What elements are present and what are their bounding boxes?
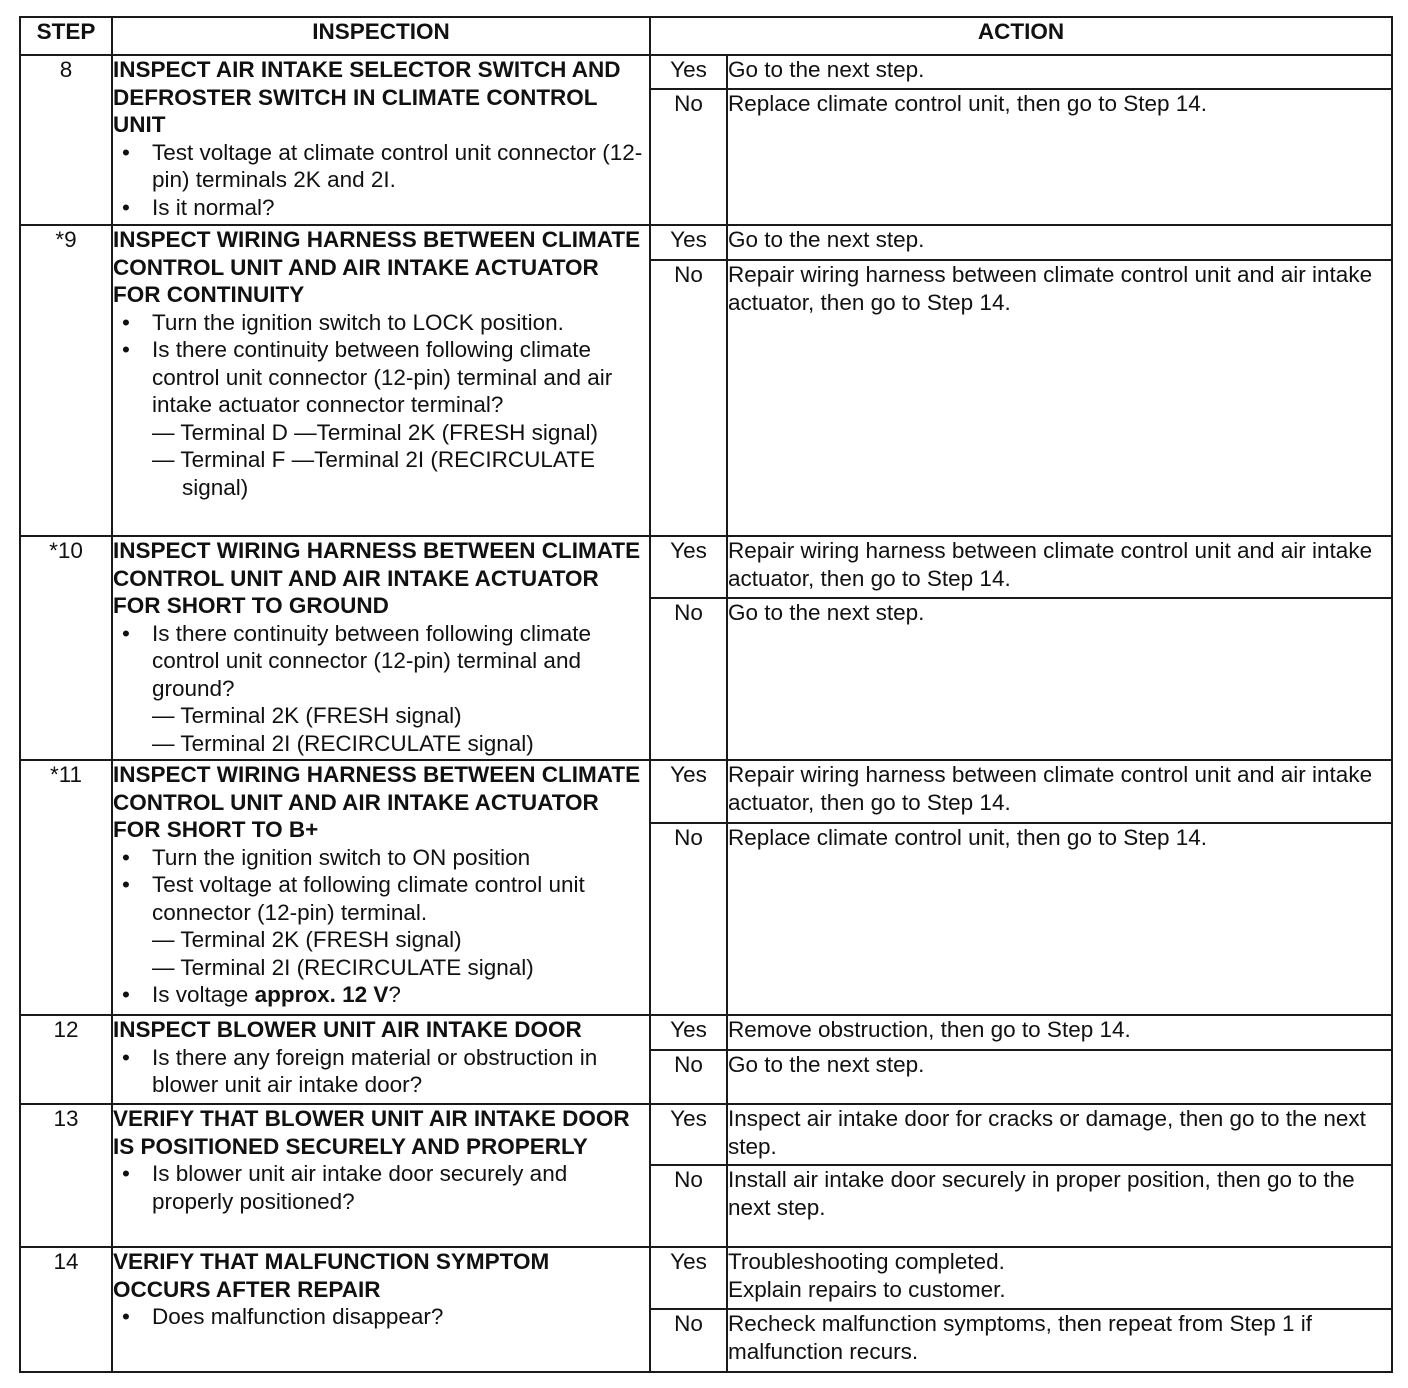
no-label: No <box>650 1050 727 1104</box>
bullet-list <box>113 1044 649 1099</box>
step-number: 8 <box>20 55 112 225</box>
yes-label: Yes <box>650 225 727 260</box>
sub-item: — Terminal 2K (FRESH signal) <box>152 927 462 952</box>
yes-label: Yes <box>650 760 727 823</box>
inspection-cell <box>112 1247 650 1372</box>
yes-action: Inspect air intake door for cracks or damage, then go to the next step. <box>727 1104 1392 1165</box>
sub-item: — Terminal 2I (RECIRCULATE signal) <box>152 730 534 756</box>
yes-label: Yes <box>650 55 727 89</box>
table-row <box>20 55 1392 89</box>
sub-list <box>113 926 649 981</box>
table-row <box>20 1247 1392 1309</box>
sub-item: — Terminal 2I (RECIRCULATE signal) <box>152 954 534 980</box>
yes-label: Yes <box>650 1104 727 1165</box>
inspection-cell <box>112 536 650 760</box>
no-action: Replace climate control unit, then go to Step 14. <box>727 89 1392 225</box>
yes-action: Go to the next step. <box>727 55 1392 89</box>
yes-action-line: Explain repairs to customer. <box>728 1276 1006 1302</box>
yes-action: Remove obstruction, then go to Step 14. <box>727 1015 1392 1050</box>
bullet-item: • Test voltage at climate control unit connector (12-pin) terminals 2K and 2I. <box>113 139 649 194</box>
yes-action <box>727 1247 1392 1309</box>
inspection-cell <box>112 760 650 1015</box>
header-inspection: INSPECTION <box>112 17 650 55</box>
table-row <box>20 1104 1392 1165</box>
bullet-item: • Is blower unit air intake door securely and properly positioned? <box>113 1160 649 1215</box>
yes-label: Yes <box>650 1247 727 1309</box>
no-label: No <box>650 260 727 536</box>
bullet-list <box>113 1160 649 1215</box>
no-label: No <box>650 598 727 760</box>
bullet-item: • Turn the ignition switch to ON position <box>113 844 649 872</box>
table-row <box>20 760 1392 823</box>
yes-action: Repair wiring harness between climate control unit and air intake actuator, then go to Step 14. <box>727 536 1392 598</box>
bullet-item: • Is it normal? <box>113 194 649 222</box>
yes-action: Repair wiring harness between climate control unit and air intake actuator, then go to Step 14. <box>727 760 1392 823</box>
bullet-item <box>113 981 649 1009</box>
inspection-cell <box>112 55 650 225</box>
inspection-title: INSPECT WIRING HARNESS BETWEEN CLIMATE CONTROL UNIT AND AIR INTAKE ACTUATOR FOR CONTINUITY <box>113 227 641 307</box>
bullet-suffix: ? <box>388 982 401 1007</box>
no-label: No <box>650 1309 727 1372</box>
yes-action-line: Troubleshooting completed. <box>728 1249 1005 1274</box>
inspection-title: VERIFY THAT BLOWER UNIT AIR INTAKE DOOR IS POSITIONED SECURELY AND PROPERLY <box>113 1106 630 1159</box>
inspection-title: INSPECT BLOWER UNIT AIR INTAKE DOOR <box>113 1017 582 1042</box>
step-number: *9 <box>20 225 112 536</box>
table-row <box>20 1015 1392 1050</box>
table-row <box>20 225 1392 260</box>
bullet-list <box>113 844 649 927</box>
no-action: Repair wiring harness between climate control unit and air intake actuator, then go to Step 14. <box>727 260 1392 536</box>
bullet-list <box>113 139 649 222</box>
yes-label: Yes <box>650 536 727 598</box>
inspection-title: INSPECT AIR INTAKE SELECTOR SWITCH AND DEFROSTER SWITCH IN CLIMATE CONTROL UNIT <box>113 57 621 137</box>
sub-item: — Terminal F —Terminal 2I (RECIRCULATE signal) <box>152 447 596 500</box>
no-action: Go to the next step. <box>727 598 1392 760</box>
no-action: Replace climate control unit, then go to Step 14. <box>727 823 1392 1015</box>
bullet-list <box>113 981 649 1009</box>
no-label: No <box>650 1165 727 1247</box>
step-number: 14 <box>20 1247 112 1372</box>
bullet-list <box>113 1303 649 1331</box>
no-label: No <box>650 89 727 225</box>
bullet-item: • Is there continuity between following climate control unit connector (12-pin) terminal and air intake actuator connector terminal? <box>113 336 649 419</box>
troubleshooting-table <box>19 16 1393 1373</box>
yes-label: Yes <box>650 1015 727 1050</box>
bullet-item: • Is there any foreign material or obstruction in blower unit air intake door? <box>113 1044 649 1099</box>
inspection-cell <box>112 1104 650 1247</box>
sub-item: — Terminal D —Terminal 2K (FRESH signal) <box>152 419 598 445</box>
step-number: *11 <box>20 760 112 1015</box>
inspection-title: INSPECT WIRING HARNESS BETWEEN CLIMATE CONTROL UNIT AND AIR INTAKE ACTUATOR FOR SHORT TO GROUND <box>113 538 641 618</box>
bullet-item: • Is there continuity between following climate control unit connector (12-pin) terminal and ground? <box>113 620 649 703</box>
yes-action: Go to the next step. <box>727 225 1392 260</box>
bullet-list <box>113 309 649 419</box>
step-number: 12 <box>20 1015 112 1104</box>
table-row <box>20 536 1392 598</box>
header-step: STEP <box>20 17 112 55</box>
bullet-bold-value: approx. 12 V <box>254 982 389 1007</box>
no-action: Install air intake door securely in proper position, then go to the next step. <box>727 1165 1392 1247</box>
bullet-prefix: Is voltage <box>152 982 255 1007</box>
header-action: ACTION <box>650 17 1392 55</box>
header-row <box>20 17 1392 55</box>
step-number: *10 <box>20 536 112 760</box>
inspection-cell <box>112 225 650 536</box>
bullet-list <box>113 620 649 703</box>
bullet-item: • Test voltage at following climate control unit connector (12-pin) terminal. <box>113 871 649 926</box>
bullet-item: • Does malfunction disappear? <box>113 1303 649 1331</box>
no-action: Recheck malfunction symptoms, then repeat from Step 1 if malfunction recurs. <box>727 1309 1392 1372</box>
step-number: 13 <box>20 1104 112 1247</box>
sub-list <box>113 702 649 757</box>
sub-list <box>113 419 649 502</box>
inspection-title: INSPECT WIRING HARNESS BETWEEN CLIMATE CONTROL UNIT AND AIR INTAKE ACTUATOR FOR SHORT TO B+ <box>113 762 641 842</box>
sub-item: — Terminal 2K (FRESH signal) <box>152 703 462 728</box>
no-action: Go to the next step. <box>727 1050 1392 1104</box>
inspection-title: VERIFY THAT MALFUNCTION SYMPTOM OCCURS AFTER REPAIR <box>113 1249 550 1302</box>
no-label: No <box>650 823 727 1015</box>
inspection-cell <box>112 1015 650 1104</box>
bullet-item: • Turn the ignition switch to LOCK position. <box>113 309 649 337</box>
